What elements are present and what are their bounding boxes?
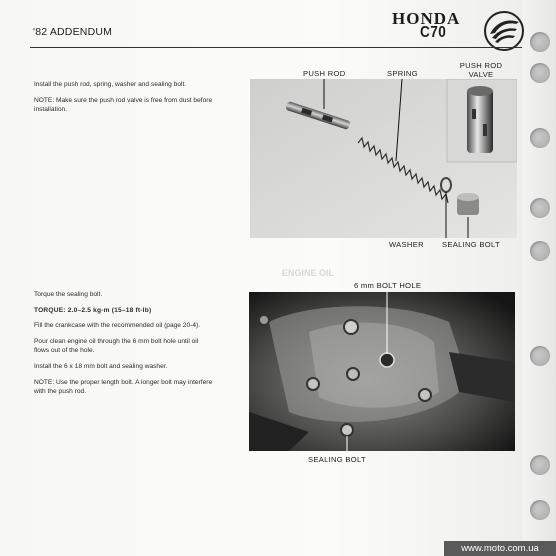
header-divider [30, 47, 522, 48]
section-title: '82 ADDENDUM [33, 26, 113, 38]
install-note: NOTE: Make sure the push rod valve is free from dust before installation. [34, 96, 213, 114]
binder-hole [530, 128, 550, 148]
lower-instructions [34, 290, 214, 403]
label-sealing-bolt-upper: SEALING BOLT [442, 240, 500, 249]
model-name: C70 [420, 24, 447, 41]
label-push-rod-valve-line2: VALVE [468, 69, 494, 79]
label-washer: WASHER [389, 240, 424, 249]
engine-photo [249, 292, 515, 451]
binder-hole [530, 63, 550, 83]
label-spring: SPRING [387, 69, 418, 78]
label-push-rod-valve-line1: PUSH ROD [459, 61, 503, 70]
torque-instruction: Torque the sealing bolt. [34, 291, 103, 298]
binder-hole [530, 346, 550, 366]
torque-spec: TORQUE: 2.0–2.5 kg-m (15–18 ft-lb) [34, 306, 152, 314]
pour-instruction: Pour clean engine oil through the 6 mm bolt hole until oil flows out of the hole. [34, 337, 199, 355]
label-sealing-bolt-lower: SEALING BOLT [308, 455, 366, 464]
honda-wing-logo [482, 10, 526, 52]
watermark: www.moto.com.ua [444, 541, 556, 556]
binder-hole [530, 32, 550, 52]
label-push-rod: PUSH ROD [303, 69, 346, 78]
label-bolt-hole: 6 mm BOLT HOLE [354, 281, 422, 290]
binder-hole [530, 241, 550, 261]
parts-photo [250, 79, 517, 238]
label-push-rod-valve [456, 62, 506, 80]
fill-instruction: Fill the crankcase with the recommended oil (page 20-4). [34, 322, 201, 330]
bolt-length-note: NOTE: Use the proper length bolt. A longer bolt may interfere with the push rod. [34, 378, 213, 396]
bleed-through-text: ENGINE OIL [282, 268, 335, 278]
binder-hole [530, 500, 550, 520]
brand-name: HONDA [392, 9, 461, 28]
upper-instructions [34, 80, 216, 121]
install-instruction: Install the push rod, spring, washer and sealing bolt. [34, 81, 187, 88]
install-bolt-instruction: Install the 6 x 18 mm bolt and sealing washer. [34, 362, 168, 370]
binder-hole [530, 455, 550, 475]
binder-hole [530, 198, 550, 218]
